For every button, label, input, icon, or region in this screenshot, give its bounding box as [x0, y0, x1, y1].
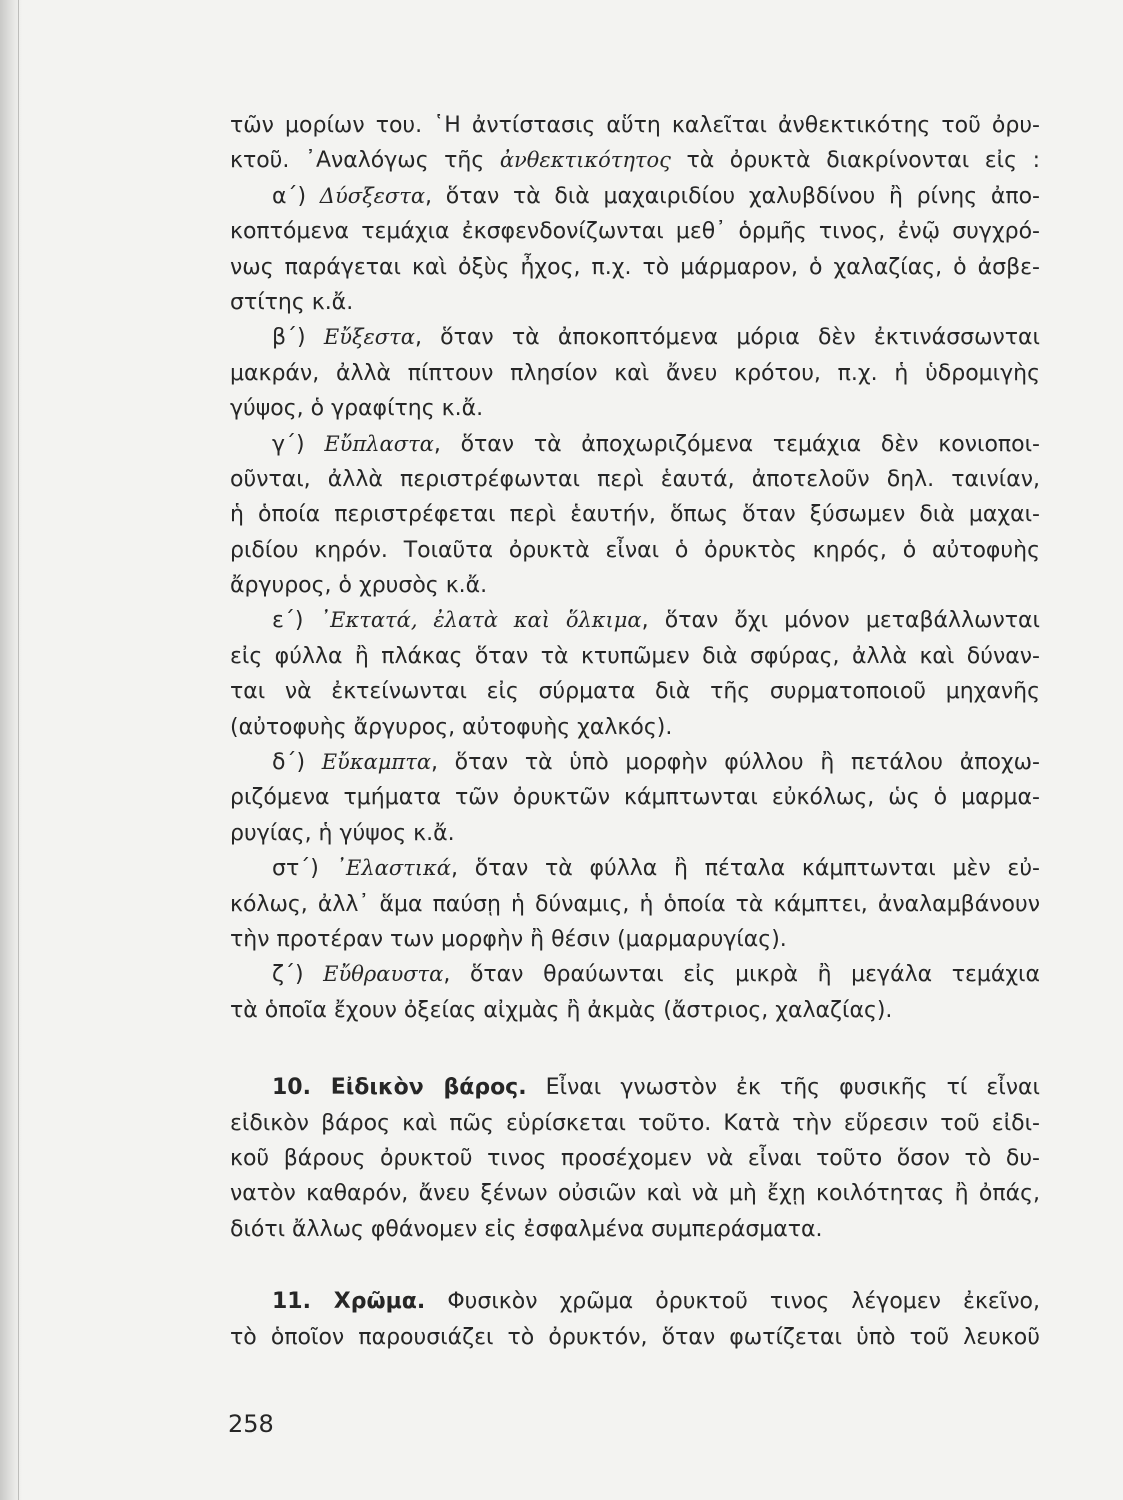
text-run: , ὅταν θραύωνται εἰς μικρὰ ἢ μεγάλα τεμάχια	[443, 962, 1040, 988]
text-run: , ὅταν τὰ ἀποκοπτόμενα μόρια δὲν ἐκτινάσσωνται	[414, 325, 1040, 351]
text-line	[230, 1212, 1040, 1247]
text-line	[230, 320, 1040, 355]
text-line	[230, 1070, 1040, 1105]
text-run: κτοῦ. ᾿Αναλόγως τῆς	[230, 148, 500, 174]
text-run: κοῦ βάρους ὀρυκτοῦ τινος προσέχομεν νὰ εἶναι τοῦτο ὅσον τὸ δυ-	[230, 1145, 1040, 1171]
text-run: ριζόμενα τμήματα τῶν ὀρυκτῶν κάμπτωνται εὐκόλως, ὡς ὁ μαρμα-	[230, 785, 1040, 811]
text-run: τὸ ὁποῖον παρουσιάζει τὸ ὀρυκτόν, ὅταν φωτίζεται ὑπὸ τοῦ λευκοῦ	[230, 1324, 1040, 1350]
text-run: ἡ ὁποία περιστρέφεται περὶ ἑαυτήν, ὅπως ὅταν ξύσωμεν διὰ μαχαι-	[230, 502, 1040, 528]
italic-term: ᾿Εκτατά, ἐλατὰ καὶ ὅλκιμα	[319, 608, 642, 633]
italic-term: Εὔκαμπτα	[321, 750, 432, 775]
italic-term: ἀνθεκτικότητος	[499, 148, 671, 173]
text-line	[230, 922, 1040, 957]
text-run: (αὐτοφυὴς ἄργυρος, αὐτοφυὴς χαλκός).	[230, 714, 673, 740]
text-line	[230, 1176, 1040, 1211]
text-line	[230, 497, 1040, 532]
text-line	[230, 250, 1040, 285]
text-run: , ὅταν τὰ φύλλα ἢ πέταλα κάμπτωνται μὲν εὐ-	[451, 856, 1040, 882]
section-heading: 10. Εἰδικὸν βάρος.	[272, 1075, 527, 1101]
text-line	[230, 957, 1040, 992]
text-line	[230, 462, 1040, 497]
text-run: , ὅταν τὰ διὰ μαχαιριδίου χαλυβδίνου ἢ ρίνης ἀπο-	[425, 183, 1040, 209]
binding-edge	[18, 0, 19, 1500]
text-line	[230, 533, 1040, 568]
text-run: β΄)	[272, 325, 324, 351]
text-line	[230, 639, 1040, 674]
text-line	[230, 427, 1040, 462]
text-run: δ΄)	[272, 750, 322, 776]
text-line	[230, 285, 1040, 320]
text-run: ζ΄)	[272, 962, 324, 988]
text-line	[230, 1141, 1040, 1176]
text-run: ται νὰ ἐκτείνωνται εἰς σύρματα διὰ τῆς συρματοποιοῦ μηχανῆς	[230, 679, 1040, 705]
text-line	[230, 108, 1040, 143]
text-run: μακράν, ἀλλὰ πίπτουν πλησίον καὶ ἄνευ κρότου, π.χ. ἡ ὑδρομιγὴς	[230, 360, 1040, 386]
text-run: εἰδικὸν βάρος καὶ πῶς εὑρίσκεται τοῦτο. Κατὰ τὴν εὕρεσιν τοῦ εἰδι-	[230, 1110, 1040, 1136]
text-run: νατὸν καθαρόν, ἄνευ ξένων οὐσιῶν καὶ νὰ μὴ ἔχῃ κοιλότητας ἢ ὀπάς,	[230, 1181, 1040, 1207]
text-line	[230, 1284, 1040, 1319]
text-line	[230, 568, 1040, 603]
text-run: στίτης κ.ἄ.	[230, 289, 354, 315]
text-line	[230, 745, 1040, 780]
text-run: γ΄)	[272, 431, 325, 457]
text-line	[230, 816, 1040, 851]
text-run: νως παράγεται καὶ ὀξὺς ἦχος, π.χ. τὸ μάρμαρον, ὁ χαλαζίας, ὁ ἀσβε-	[230, 254, 1040, 280]
section-heading: 11. Χρῶμα.	[272, 1289, 426, 1315]
italic-term: Δύσξεστα	[319, 183, 426, 208]
text-line	[230, 356, 1040, 391]
text-line	[230, 1320, 1040, 1355]
text-run: , ὅταν τὰ ἀποχωριζόμενα τεμάχια δὲν κονιοποι-	[433, 431, 1040, 457]
text-run: Εἶναι γνωστὸν ἐκ τῆς φυσικῆς τί εἶναι	[526, 1075, 1040, 1101]
text-run: τὰ ὀρυκτὰ διακρίνονται εἰς :	[670, 148, 1040, 174]
text-run: τῶν μορίων του. ῾Η ἀντίστασις αὕτη καλεῖται ἀνθεκτικότης τοῦ ὀρυ-	[230, 113, 1040, 138]
text-run: , ὅταν ὄχι μόνον μεταβάλλωνται	[641, 608, 1040, 634]
italic-term: Εὔξεστα	[323, 325, 415, 350]
italic-term: Εὔθραυστα	[323, 962, 444, 987]
text-line	[230, 391, 1040, 426]
text-run: ἄργυρος, ὁ χρυσὸς κ.ἄ.	[230, 573, 488, 599]
text-run: στ΄)	[272, 856, 336, 882]
text-line	[230, 780, 1040, 815]
text-run: κόλως, ἀλλ᾿ ἅμα παύσῃ ἡ δύναμις, ἡ ὁποία τὰ κάμπτει, ἀναλαμβάνουν	[230, 891, 1040, 917]
page-number: 258	[228, 1410, 274, 1438]
text-line	[230, 214, 1040, 249]
italic-term: ᾿Ελαστικά	[335, 856, 451, 881]
text-line	[230, 179, 1040, 214]
text-line	[230, 887, 1040, 922]
text-line	[230, 674, 1040, 709]
text-line	[230, 710, 1040, 745]
italic-term: Εὔπλαστα	[324, 431, 434, 456]
text-line	[230, 603, 1040, 638]
text-run: τὴν προτέραν των μορφὴν ἢ θέσιν (μαρμαρυγίας).	[230, 926, 787, 952]
text-run: ριδίου κηρόν. Τοιαῦτα ὀρυκτὰ εἶναι ὁ ὀρυκτὸς κηρός, ὁ αὐτοφυὴς	[230, 537, 1040, 563]
text-run: , ὅταν τὰ ὑπὸ μορφὴν φύλλου ἢ πετάλου ἀποχω-	[431, 750, 1040, 776]
text-line	[230, 143, 1040, 178]
text-run: α΄)	[272, 183, 320, 209]
text-run: γύψος, ὁ γραφίτης κ.ἄ.	[230, 396, 484, 422]
text-run: κοπτόμενα τεμάχια ἐκσφενδονίζωνται μεθ᾿ ὁρμῆς τινος, ἐνῷ συγχρό-	[230, 219, 1040, 245]
text-run: Φυσικὸν χρῶμα ὀρυκτοῦ τινος λέγομεν ἐκεῖνο,	[425, 1289, 1040, 1315]
text-run: ρυγίας, ἡ γύψος κ.ἄ.	[230, 820, 455, 846]
text-run: οῦνται, ἀλλὰ περιστρέφωνται περὶ ἑαυτά, ἀποτελοῦν δηλ. ταινίαν,	[230, 466, 1040, 492]
text-run: τὰ ὁποῖα ἔχουν ὀξείας αἰχμὰς ἢ ἀκμὰς (ἄστριος, χαλαζίας).	[230, 997, 893, 1023]
text-line	[230, 993, 1040, 1028]
text-run: διότι ἄλλως φθάνομεν εἰς ἐσφαλμένα συμπεράσματα.	[230, 1216, 823, 1242]
text-run: ε΄)	[272, 608, 320, 634]
page-body-text	[230, 108, 1040, 1355]
text-line	[230, 1106, 1040, 1141]
text-run: εἰς φύλλα ἢ πλάκας ὅταν τὰ κτυπῶμεν διὰ σφύρας, ἀλλὰ καὶ δύναν-	[230, 643, 1040, 669]
text-line	[230, 851, 1040, 886]
